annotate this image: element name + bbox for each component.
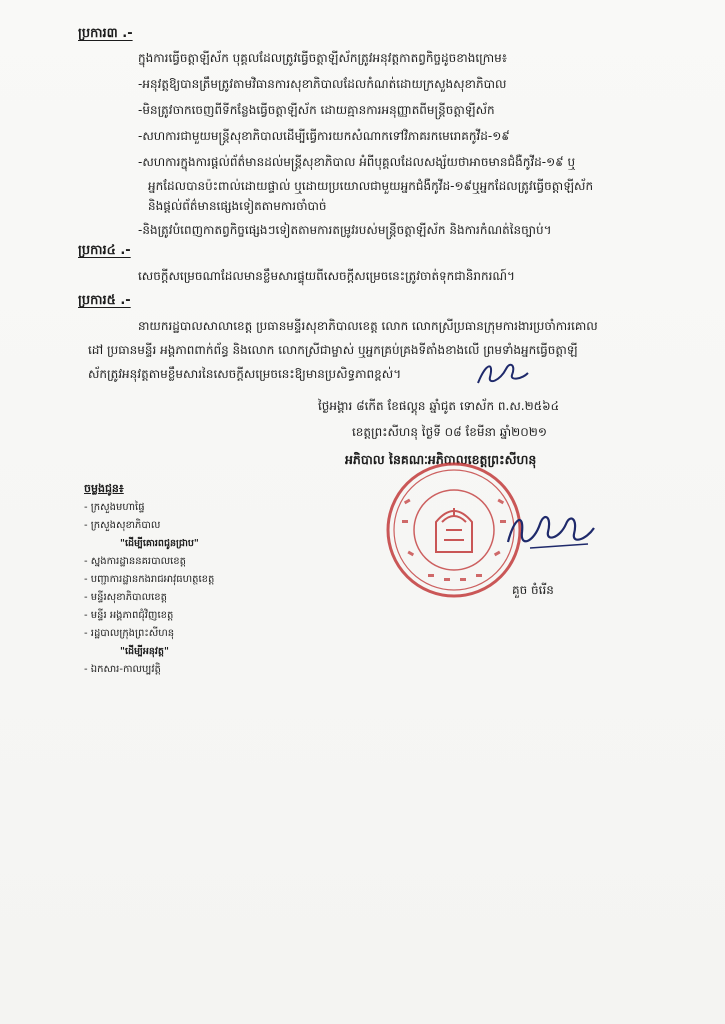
recipient-item: - ឯកសារ-កាលប្បវត្តិ — [84, 664, 161, 675]
recipient-note: "ដើម្បីអនុវត្ត" — [120, 646, 169, 657]
article-5-line-2: ដៅ ប្រធានមន្ទីរ អង្គភាពពាក់ព័ន្ធ និងលោក លោកស្រីជាម្ចាស់ ឬអ្នកគ្រប់គ្រងទីតាំងខាងលើ ព្រមទាំងអ្នកធ្វើចត្តាឡី — [88, 343, 578, 357]
article-3-line-4: -សហការជាមួយមន្ត្រីសុខាភិបាលដើម្បីធ្វើការយកសំណាកទៅវិភាគរកមេរោគកូវីដ-១៩ — [138, 129, 510, 143]
recipient-item: - រដ្ឋបាលក្រុងព្រះសីហនុ — [84, 628, 175, 639]
article-3-line-1: ក្នុងការធ្វើចត្តាឡីស័ក បុគ្គលដែលត្រូវធ្វើចត្តាឡីស័កត្រូវអនុវត្តកាតព្វកិច្ចដូចខាងក្រោម៖ — [138, 51, 508, 65]
article-4-heading: ប្រការ៤ .- — [78, 243, 131, 258]
initial-mark-icon — [472, 355, 532, 391]
solar-date: ខេត្តព្រះសីហនុ ថ្ងៃទី ០៨ ខែមីនា ឆ្នាំ២០២១ — [352, 425, 547, 439]
article-3-line-5: -សហការក្នុងការផ្តល់ព័ត៌មានដល់មន្ត្រីសុខាភិបាល អំពីបុគ្គលដែលសង្ស័យថាអាចមានជំងឺកូវីដ-១៩ ឬ — [138, 155, 576, 169]
article-5-heading: ប្រការ៥ .- — [78, 293, 131, 308]
recipient-item: - មន្ទីរសុខាភិបាលខេត្ត — [84, 592, 167, 603]
article-4-line-1: សេចក្តីសម្រេចណាដែលមានខ្លឹមសារផ្ទុយពីសេចក្តីសម្រេចនេះត្រូវចាត់ទុកជានិរាករណ៍។ — [138, 269, 515, 283]
article-5-line-1: នាយករដ្ឋបាលសាលាខេត្ត ប្រធានមន្ទីរសុខាភិបាលខេត្ត លោក លោកស្រីប្រធានក្រុមការងារប្រចាំការគោល — [138, 319, 598, 333]
article-3-heading: ប្រការ៣ .- — [78, 26, 133, 41]
signature-icon — [500, 498, 600, 558]
recipient-item: - មន្ទីរ អង្គភាពជុំវិញខេត្ត — [84, 610, 174, 621]
lunar-date: ថ្ងៃអង្គារ ៨កើត ខែផល្គុន ឆ្នាំជូត ទោស័ក ព.ស.២៥៦៤ — [318, 399, 560, 413]
article-3-line-3: -មិនត្រូវចាកចេញពីទីកន្លែងធ្វើចត្តាឡីស័ក ដោយគ្មានការអនុញ្ញាតពីមន្ត្រីចត្តាឡីស័ក — [138, 103, 495, 117]
article-3-line-7: និងផ្តល់ព័ត៌មានផ្សេងទៀតតាមការចាំបាច់ — [148, 199, 327, 213]
recipient-item: - ក្រសួងសុខាភិបាល — [84, 520, 161, 531]
recipient-item: - ក្រសួងមហាផ្ទៃ — [84, 502, 145, 513]
recipient-note: "ដើម្បីគោរពជូនជ្រាប" — [120, 538, 199, 549]
signatory-title: អភិបាល នៃគណៈអភិបាលខេត្តព្រះសីហនុ — [345, 452, 537, 467]
article-3-line-2: -អនុវត្តឱ្យបានត្រឹមត្រូវតាមវិធានការសុខាភិបាលដែលកំណត់ដោយក្រសួងសុខាភិបាល — [138, 77, 507, 91]
article-3-line-6: អ្នកដែលបានប៉ះពាល់ដោយផ្ទាល់ ឬដោយប្រយោលជាមួយអ្នកជំងឺកូវីដ-១៩ឬអ្នកដែលត្រូវធ្វើចត្តាឡីស័ក — [148, 179, 594, 193]
signatory-name: គួច ចំរើន — [512, 583, 554, 597]
article-5-line-3: ស័កត្រូវអនុវត្តតាមខ្លឹមសារនៃសេចក្តីសម្រេចនេះឱ្យមានប្រសិទ្ធភាពខ្ពស់។ — [88, 367, 402, 381]
recipients-title: ចម្លងជូន៖ — [84, 482, 124, 495]
article-3-line-8: -និងត្រូវបំពេញកាតព្វកិច្ចផ្សេងៗទៀតតាមការតម្រូវរបស់មន្ត្រីចត្តាឡីស័ក និងការកំណត់នៃច្បាប់។ — [138, 223, 552, 237]
recipient-item: - ស្នងការដ្ឋាននគរបាលខេត្ត — [84, 556, 187, 567]
recipient-item: - បញ្ជាការដ្ឋានកងរាជអាវុធហត្ថខេត្ត — [84, 574, 215, 585]
